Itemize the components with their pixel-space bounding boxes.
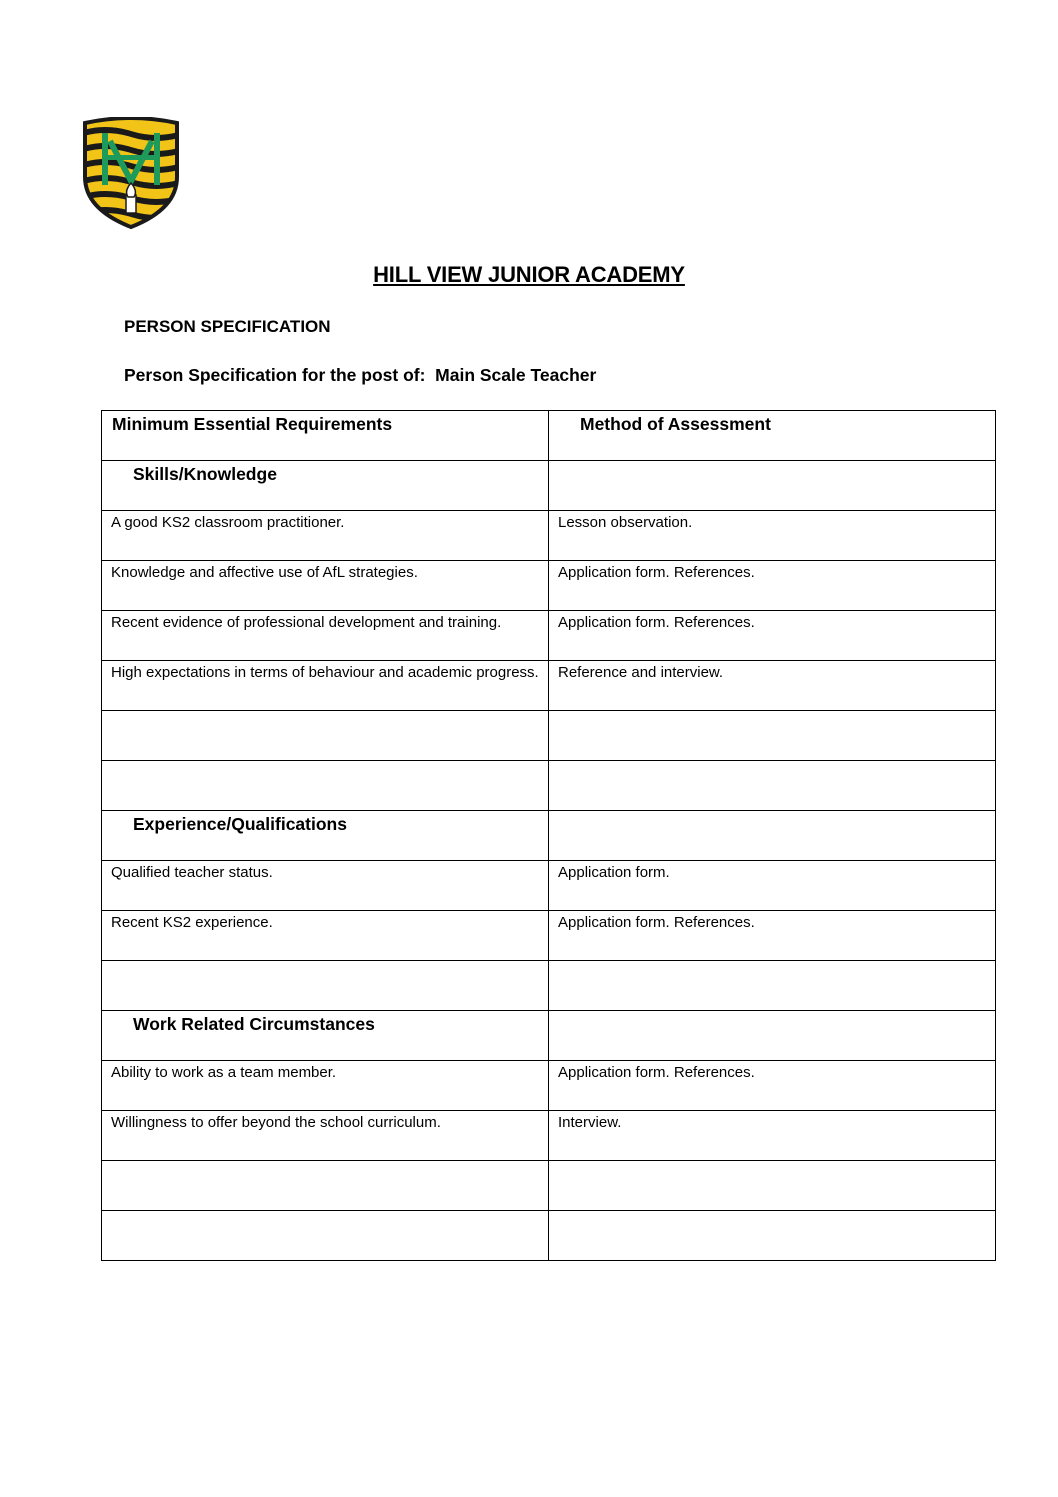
requirement-text: Qualified teacher status. [111,864,273,881]
assessment-text [549,1211,995,1213]
header-requirements: Minimum Essential Requirements [112,414,393,434]
requirement-text: Knowledge and affective use of AfL strategies. [111,564,418,581]
assessment-text: Application form. References. [558,564,755,581]
requirement-text [102,761,548,763]
assessment-cell [549,561,996,611]
assessment-text [549,961,995,963]
assessment-cell [549,761,996,811]
assessment-text [549,1161,995,1163]
table-row [102,1061,996,1111]
assessment-text: Reference and interview. [558,664,724,681]
post-value: Main Scale Teacher [435,365,597,385]
section-empty-cell [549,811,996,861]
post-line [124,365,596,386]
section-heading: Work Related Circumstances [133,1014,375,1034]
requirement-cell [102,711,549,761]
header-cell-assessment [549,411,996,461]
assessment-text [549,761,995,763]
assessment-cell [549,911,996,961]
requirement-cell [102,561,549,611]
table-row [102,761,996,811]
header-cell-requirements [102,411,549,461]
requirement-cell [102,861,549,911]
assessment-text [549,711,995,713]
assessment-text: Application form. [558,864,670,881]
requirement-text [102,961,548,963]
assessment-cell [549,1111,996,1161]
section-heading: Skills/Knowledge [133,464,277,484]
assessment-cell [549,1161,996,1211]
table-row [102,861,996,911]
assessment-cell [549,611,996,661]
requirement-cell [102,761,549,811]
requirement-text: Ability to work as a team member. [111,1064,337,1081]
requirement-text: Willingness to offer beyond the school curriculum. [111,1114,441,1131]
assessment-cell [549,1211,996,1261]
person-specification-table [101,410,996,1261]
header-assessment: Method of Assessment [580,414,771,434]
requirement-cell [102,961,549,1011]
section-row [102,1011,996,1061]
table-row [102,1161,996,1211]
requirement-cell [102,1061,549,1111]
table-row [102,1111,996,1161]
table-header-row [102,411,996,461]
requirement-text: High expectations in terms of behaviour and academic progress. [111,664,539,681]
table-row [102,1211,996,1261]
table-row [102,611,996,661]
table-row [102,661,996,711]
assessment-text: Application form. References. [558,614,755,631]
assessment-cell [549,511,996,561]
post-label: Person Specification for the post of: [124,365,426,385]
requirement-cell [102,661,549,711]
assessment-cell [549,661,996,711]
assessment-text: Application form. References. [558,914,755,931]
requirement-cell [102,511,549,561]
table-row [102,711,996,761]
section-empty-cell [549,1011,996,1061]
page-title: HILL VIEW JUNIOR ACADEMY [373,262,685,287]
section-heading-cell [102,461,549,511]
assessment-cell [549,961,996,1011]
school-crest-icon [80,117,182,231]
assessment-cell [549,711,996,761]
section-row [102,461,996,511]
assessment-text: Lesson observation. [558,514,693,531]
section-row [102,811,996,861]
requirement-text [102,711,548,713]
section-heading: Experience/Qualifications [133,814,347,834]
requirement-text: Recent evidence of professional development and training. [111,614,502,631]
table-row [102,561,996,611]
requirement-text: Recent KS2 experience. [111,914,273,931]
document-subtitle: PERSON SPECIFICATION [124,317,331,336]
requirement-text [102,1161,548,1163]
table-row [102,911,996,961]
requirement-text: A good KS2 classroom practitioner. [111,514,345,531]
requirement-cell [102,1211,549,1261]
assessment-cell [549,861,996,911]
requirement-cell [102,911,549,961]
section-heading-cell [102,811,549,861]
table-row [102,511,996,561]
assessment-cell [549,1061,996,1111]
table-row [102,961,996,1011]
requirement-cell [102,611,549,661]
section-empty-cell [549,461,996,511]
requirement-cell [102,1161,549,1211]
requirement-text [102,1211,548,1213]
section-heading-cell [102,1011,549,1061]
requirement-cell [102,1111,549,1161]
assessment-text: Interview. [558,1114,622,1131]
assessment-text: Application form. References. [558,1064,755,1081]
